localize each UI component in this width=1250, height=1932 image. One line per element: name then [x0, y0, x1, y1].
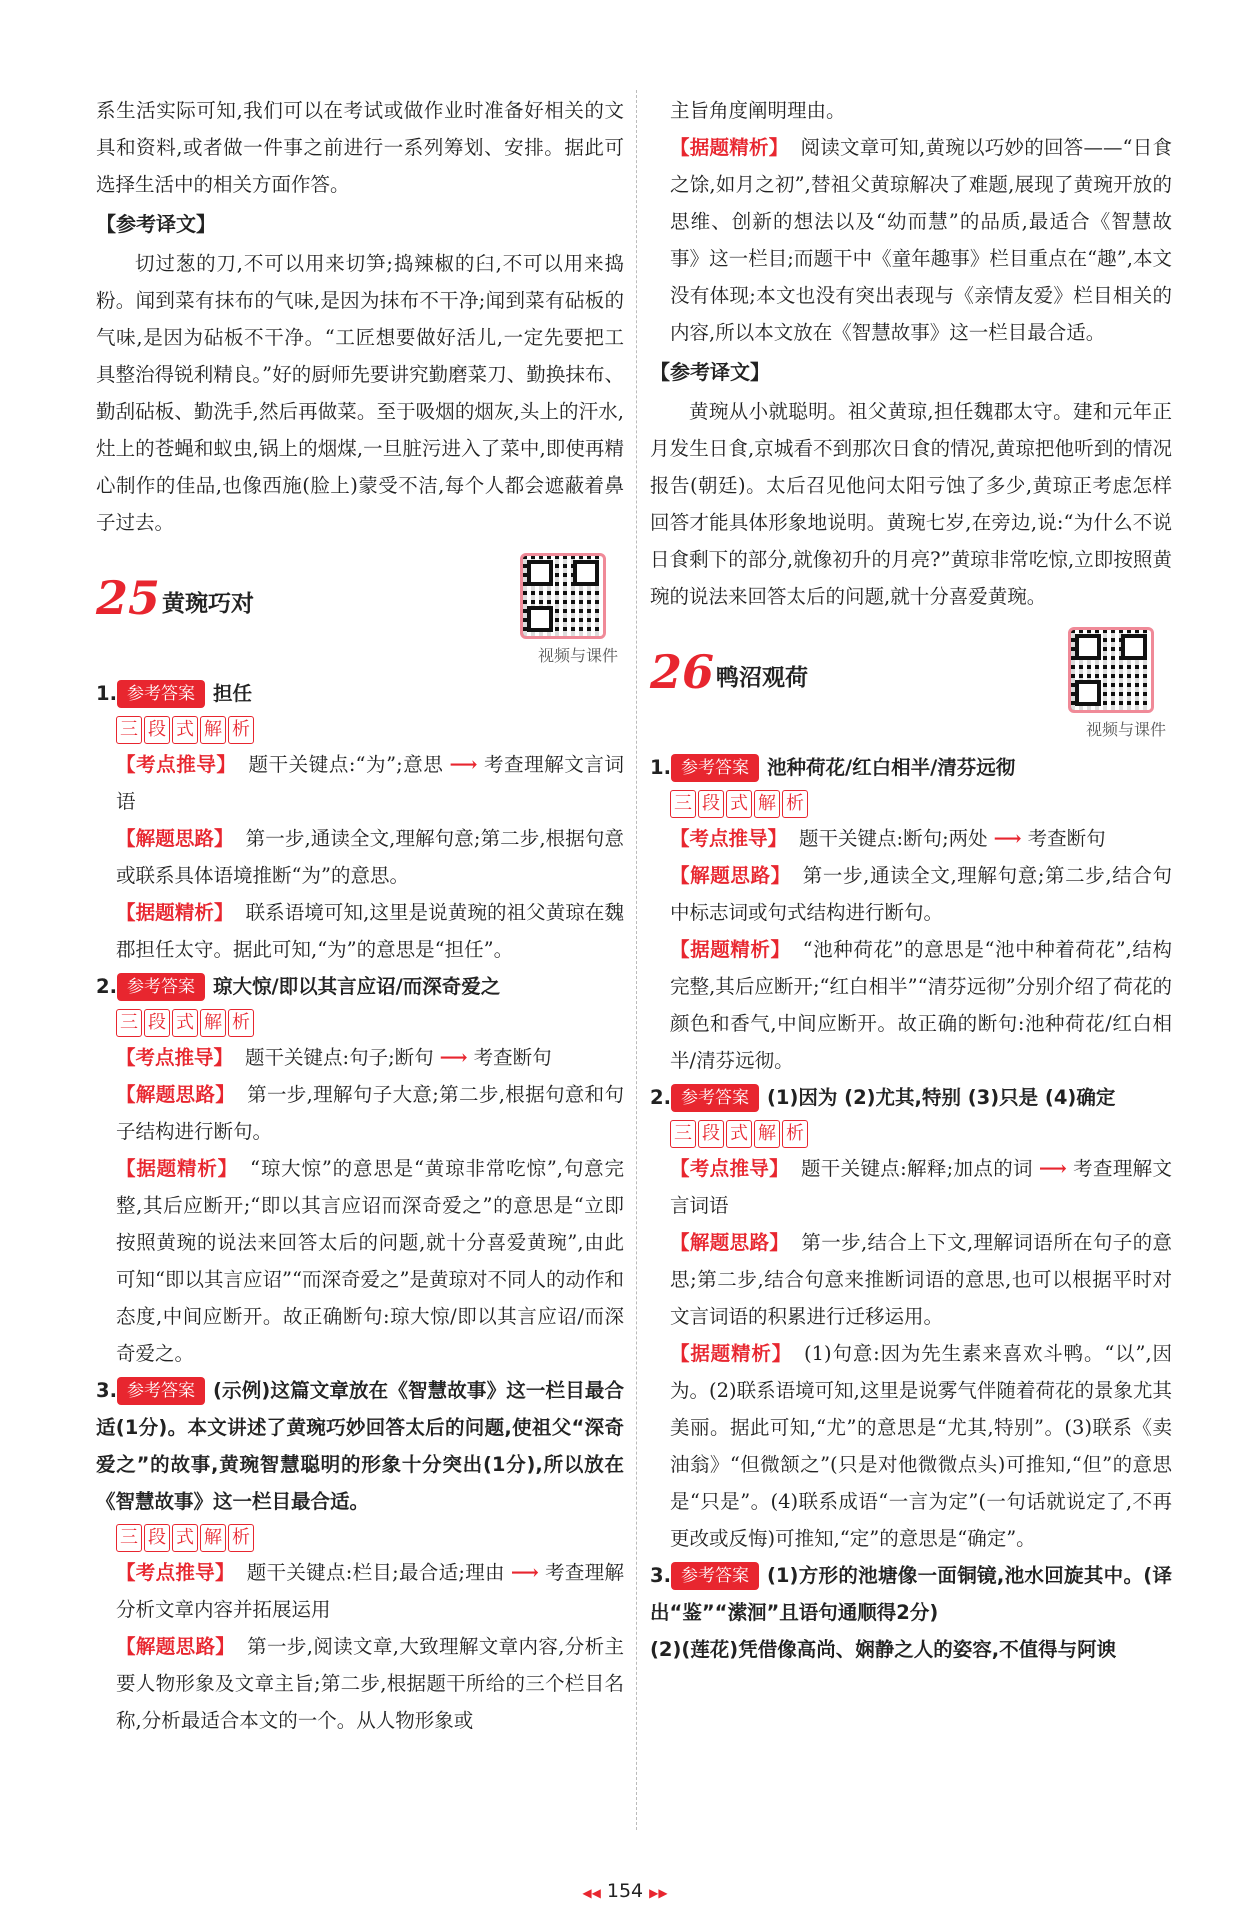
jieti: 【解题思路】 第一步,结合上下文,理解词语所在句子的意思;第二步,结合句意来推断词语的意思,也可以根据平时对文言词语的积累进行迁移运用。: [670, 1231, 1172, 1328]
question-2: [650, 1079, 1172, 1116]
section-26-header: [650, 625, 1172, 743]
left-column: [96, 92, 624, 1739]
answer-text: 琼大惊/即以其言应诏/而深奇爱之: [212, 975, 501, 998]
answer-pill: 参考答案: [117, 1377, 205, 1405]
qr-code-icon[interactable]: [1068, 627, 1154, 713]
jieti: 【解题思路】 第一步,通读全文,理解句意;第二步,结合句中标志词或句式结构进行断句。: [670, 864, 1172, 924]
column-divider: [636, 90, 637, 1830]
translation-heading: 【参考译文】: [96, 212, 216, 236]
intro-text: 系生活实际可知,我们可以在考试或做作业时准备好相关的文具和资料,或者做一件事之前进行一系列筹划、安排。据此可选择生活中的相关方面作答。: [96, 99, 624, 196]
question-3: [96, 1372, 624, 1520]
page-deco-right-icon: ▶▶: [649, 1886, 668, 1900]
question-number: 1.: [96, 682, 117, 705]
answer-text: (1)方形的池塘像一面铜镜,池水回旋其中。(译出“鉴”“潆洄”且语句通顺得2分): [650, 1564, 1172, 1624]
question-2: [96, 968, 624, 1005]
answer-text: (示例)这篇文章放在《智慧故事》这一栏目最合适(1分)。本文讲述了黄琬巧妙回答太后的问题,使祖父“深奇爱之”的故事,黄琬智慧聪明的形象十分突出(1分),所以放在《智慧故事》这一栏目最合适。: [96, 1379, 624, 1513]
qr-label: 视频与课件: [537, 646, 618, 665]
qr-label: 视频与课件: [1085, 720, 1166, 739]
qr-code-icon[interactable]: [520, 553, 606, 639]
arrow-icon: ⟶: [439, 1046, 468, 1069]
question-1: [650, 749, 1172, 786]
page-number: [0, 1880, 1250, 1902]
page-deco-left-icon: ◀◀: [582, 1886, 601, 1900]
answer-pill: 参考答案: [671, 1562, 759, 1590]
juti: 【据题精析】 (1)句意:因为先生素来喜欢斗鸭。“以”,因为。(2)联系语境可知,这里是说雾气伴随着荷花的景象尤其美丽。据此可知,“尤”的意思是“尤其,特别”。(3)联系《卖油翁》“但微颔之”(只是对他微微点头)可推知,“但”的意思是“只是”。(4)联系成语“一言为定”(一句话就说定了,不再更改或反悔)可推知,“定”的意思是“确定”。: [670, 1342, 1172, 1550]
section-25-header: [96, 551, 624, 669]
answer-pill: 参考答案: [671, 754, 759, 782]
analysis-label: 三 段 式 解 析: [650, 790, 810, 818]
answer-pill: 参考答案: [117, 973, 205, 1001]
answer-pill: 参考答案: [117, 680, 205, 708]
section-number: 26: [650, 645, 715, 699]
answer-text: 担任: [212, 682, 252, 705]
analysis-label: 三 段 式 解 析: [650, 1120, 810, 1148]
question-3: [650, 1557, 1172, 1631]
arrow-icon: ⟶: [510, 1561, 539, 1584]
answer-text: (1)因为 (2)尤其,特别 (3)只是 (4)确定: [766, 1086, 1116, 1109]
arrow-icon: ⟶: [449, 753, 478, 776]
kaodian: 【考点推导】 题干关键点:句子;断句 ⟶ 考查断句: [116, 1046, 552, 1069]
question-number: 3.: [650, 1564, 671, 1587]
answer-pill: 参考答案: [671, 1084, 759, 1112]
arrow-icon: ⟶: [1038, 1157, 1067, 1180]
kaodian: 【考点推导】 题干关键点:解释;加点的词 ⟶ 考查理解文言词语: [670, 1157, 1172, 1217]
jieti: 【解题思路】 第一步,理解句子大意;第二步,根据句意和句子结构进行断句。: [116, 1083, 624, 1143]
juti: 【据题精析】 “琼大惊”的意思是“黄琼非常吃惊”,句意完整,其后应断开;“即以其言应诏而深奇爱之”的意思是“立即按照黄琬的说法来回答太后的问题,就十分喜爱黄琬”,由此可知“即以其言应诏”“而深奇爱之”是黄琼对不同人的动作和态度,中间应断开。故正确断句:琼大惊/即以其言应诏/而深奇爱之。: [116, 1157, 624, 1365]
translation-text: 切过葱的刀,不可以用来切笋;捣辣椒的臼,不可以用来捣粉。闻到菜有抹布的气味,是因为抹布不干净;闻到菜有砧板的气味,是因为砧板不干净。“工匠想要做好活儿,一定先要把工具整治得锐利精良。”好的厨师先要讲究勤磨菜刀、勤换抹布、勤刮砧板、勤洗手,然后再做菜。至于吸烟的烟灰,头上的汗水,灶上的苍蝇和蚁虫,锅上的烟煤,一旦脏污进入了菜中,即使再精心制作的佳品,也像西施(脸上)蒙受不洁,每个人都会遮蔽着鼻子过去。: [96, 252, 624, 534]
question-number: 2.: [96, 975, 117, 998]
section-number: 25: [96, 571, 161, 625]
translation-text: 黄琬从小就聪明。祖父黄琼,担任魏郡太守。建和元年正月发生日食,京城看不到那次日食的情况,黄琼把他听到的情况报告(朝廷)。太后召见他问太阳亏蚀了多少,黄琼正考虑怎样回答才能具体形象地说明。黄琬七岁,在旁边,说:“为什么不说日食剩下的部分,就像初升的月亮?”黄琼非常吃惊,立即按照黄琬的说法来回答太后的问题,就十分喜爱黄琬。: [650, 400, 1172, 608]
right-column: [650, 92, 1172, 1668]
q3-continued: 主旨角度阐明理由。: [670, 99, 846, 122]
analysis-label: 三 段 式 解 析: [96, 1009, 256, 1037]
jieti: 【解题思路】 第一步,阅读文章,大致理解文章内容,分析主要人物形象及文章主旨;第二步,根据题干所给的三个栏目名称,分析最适合本文的一个。从人物形象或: [116, 1635, 624, 1732]
section-title: 鸭沼观荷: [716, 665, 808, 691]
kaodian: 【考点推导】 题干关键点:栏目;最合适;理由 ⟶ 考查理解分析文章内容并拓展运用: [116, 1561, 624, 1621]
juti: 【据题精析】 联系语境可知,这里是说黄琬的祖父黄琼在魏郡担任太守。据此可知,“为”的意思是“担任”。: [116, 901, 624, 961]
question-number: 2.: [650, 1086, 671, 1109]
arrow-icon: ⟶: [993, 827, 1022, 850]
kaodian: 【考点推导】 题干关键点:“为”;意思 ⟶ 考查理解文言词语: [116, 753, 624, 813]
page-number-text: 154: [606, 1880, 644, 1902]
juti: 【据题精析】 “池种荷花”的意思是“池中种着荷花”,结构完整,其后应断开;“红白相半”“清芬远彻”分别介绍了荷花的颜色和香气,中间应断开。故正确的断句:池种荷花/红白相半/清芬远彻。: [670, 938, 1172, 1072]
translation-heading: 【参考译文】: [650, 360, 770, 384]
answer-text-2: (2)(莲花)凭借像高尚、娴静之人的姿容,不值得与阿谀: [650, 1638, 1117, 1661]
question-number: 3.: [96, 1379, 117, 1402]
section-title: 黄琬巧对: [162, 591, 254, 617]
question-1: [96, 675, 624, 712]
analysis-label: 三 段 式 解 析: [96, 1524, 256, 1552]
jieti: 【解题思路】 第一步,通读全文,理解句意;第二步,根据句意或联系具体语境推断“为”的意思。: [116, 827, 624, 887]
analysis-label: 三 段 式 解 析: [96, 716, 256, 744]
answer-text: 池种荷花/红白相半/清芬远彻: [766, 756, 1016, 779]
question-number: 1.: [650, 756, 671, 779]
juti: 【据题精析】 阅读文章可知,黄琬以巧妙的回答——“日食之馀,如月之初”,替祖父黄琼解决了难题,展现了黄琬开放的思维、创新的想法以及“幼而慧”的品质,最适合《智慧故事》这一栏目;而题干中《童年趣事》栏目重点在“趣”,本文没有体现;本文也没有突出表现与《亲情友爱》栏目相关的内容,所以本文放在《智慧故事》这一栏目最合适。: [670, 136, 1172, 344]
kaodian: 【考点推导】 题干关键点:断句;两处 ⟶ 考查断句: [670, 827, 1106, 850]
